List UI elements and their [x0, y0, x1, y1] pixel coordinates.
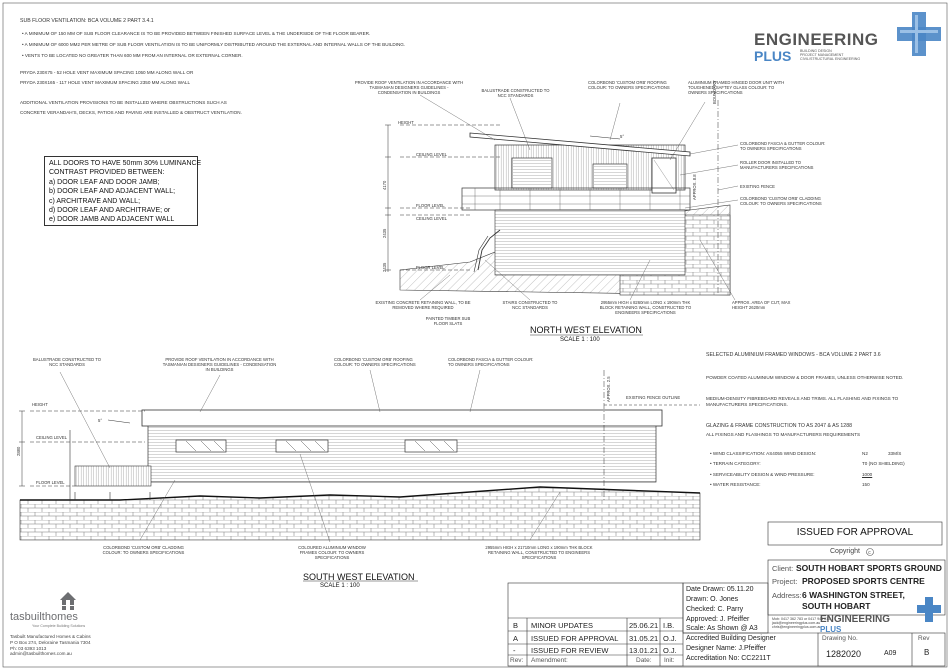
- nw-roof-pitch: 5°: [620, 134, 625, 139]
- windows-note-line-2: MEDIUM-DENSITY FIBREBOARD REVEALS AND TRIMS. ALL FLASHING AND FIXINGS TO MANUFACTURERS SPECIFICATIONS.: [706, 396, 899, 407]
- wind-spec-value-2: T0 (NO SHIELDING): [862, 461, 905, 466]
- luminance-note-text: ALL DOORS TO HAVE 50mm 30% LUMINANCE CONTRAST PROVIDED BETWEEN: a) DOOR LEAF AND DOOR JAMB; b) DOOR LEAF AND ADJACENT WALL; c) ARCHITRAVE AND WALL; d) DOOR LEAF AND ARCHITRAVE; or e) DOOR JAMB AND ADJACENT WALL: [49, 160, 202, 224]
- client-label: Client:: [772, 564, 794, 573]
- rev-row-3-init: O.J.: [663, 646, 677, 655]
- wind-spec-label-2: • TERRAIN CATEGORY:: [710, 461, 761, 466]
- accreditation-number: Accreditation No: CC2211T: [686, 655, 771, 662]
- rev-row-1-init: I.B.: [663, 621, 675, 630]
- nw-balustrade-callout: BALUSTRADE CONSTRUCTED TO NCC STANDARDS: [481, 88, 550, 98]
- nw-ceiling-level-2: CEILING LEVEL: [416, 216, 447, 221]
- rev-header-init: Init:: [664, 657, 675, 664]
- nw-approx-label: APPROX. 8.8: [692, 174, 697, 200]
- rev-row-3-rev: -: [513, 646, 516, 655]
- designer-name: Designer Name: J.Pfeiffer: [686, 645, 767, 652]
- rev-row-2-amendment: ISSUED FOR APPROVAL: [531, 634, 619, 643]
- engineering-plus-cross-logo: [897, 12, 941, 56]
- nw-height-label: HEIGHT: [398, 120, 414, 125]
- sw-height-label: HEIGHT: [32, 402, 48, 407]
- nw-subfloor: [495, 210, 685, 275]
- tasbuilt-tagline: Your Complete Building Solutions: [32, 624, 86, 628]
- sw-block-wall-callout: 2955mm HIGH x 21710mm LONG x 190mm THK BLOCK RETAINING WALL, CONSTRUCTED TO ENGINEERS SPECIFICATIONS: [485, 545, 593, 560]
- sw-ceiling-level: CEILING LEVEL: [36, 435, 67, 440]
- plus-logo-word: PLUS: [754, 48, 792, 64]
- nw-door-callout: ALUMINIUM FRAMED HINGED DOOR UNIT WITH TOUGHENED SAFTEY GLASS COLOUR: TO OWNERS SPECIFICATIONS: [688, 80, 785, 95]
- wind-spec-label-3: • SERVICEABILITY DESIGN & WIND PRESSURE:: [710, 472, 815, 477]
- tasbuilt-contact: Tasbuilt Manufactured Homes & Cabins P O Box 274, Deloraine Tasmania 7304 Ph: 03 6393 1013 admin@tasbuilthomes.com.au: [10, 634, 91, 657]
- sw-roof-vent-callout: PROVIDE ROOF VENTILATION IN ACCORDANCE WITH TASMANIAN DESIGNERS GUIDELINES - CONDENSATION IN BUILDINGS: [162, 357, 277, 372]
- sw-elevation-title: SOUTH WEST ELEVATION: [303, 572, 415, 582]
- wind-spec-value-4: 150: [862, 482, 870, 487]
- sw-windows-callout: COLOURED ALUMINIUM WINDOW FRAMES COLOUR: TO OWNERS SPECIFICATIONS: [298, 545, 366, 560]
- wind-spec-label-1: • WIND CLASSIFICATION: AS4055 WIND DESIGN:: [710, 451, 817, 456]
- additional-vent-note-2: CONCRETE VERANDAH'S, DECKS, PATIOS AND PAVING ARE INSTALLED & OBSTRUCT VENTILATION.: [20, 110, 242, 115]
- tasbuilt-house-logo: [60, 592, 76, 610]
- sw-existing-fence: EXISTING FENCE OUTLINE: [626, 395, 681, 400]
- accredited-designer: Accredited Building Designer: [686, 635, 776, 642]
- engineering-plus-cross-logo-small: [917, 597, 941, 622]
- rev-row-2-init: O.J.: [663, 634, 677, 643]
- drawn-by: Drawn: O. Jones: [686, 596, 739, 603]
- windows-note-title: SELECTED ALUMINIUM FRAMED WINDOWS - BCA VOLUME 2 PART 3.6: [706, 352, 881, 358]
- copyright-label: Copyright: [830, 548, 860, 555]
- drawing-no-label: Drawing No.: [822, 635, 858, 642]
- checked-by: Checked: C. Parry: [686, 606, 744, 613]
- approved-by: Approved: J. Pfeiffer: [686, 616, 750, 623]
- nw-dim-3: 2435: [382, 262, 387, 272]
- logo-taglines: BUILDING DESIGN PROJECT MANAGEMENT CIVIL/STRUCTURAL ENGINEERING: [800, 49, 861, 62]
- address-line-2: SOUTH HOBART: [802, 601, 871, 611]
- nw-roofing-callout: COLORBOND 'CUSTOM ORB' ROOFING COLOUR: TO OWNERS SPECIFICATIONS: [588, 80, 670, 90]
- nw-boundary-label: BOUNDARY: [712, 80, 717, 104]
- sw-fascia: [142, 410, 662, 426]
- sw-balustrade-callout: BALUSTRADE CONSTRUCTED TO NCC STANDARDS: [32, 357, 102, 367]
- project-label: Project:: [772, 577, 798, 586]
- address-line-1: 6 WASHINGTON STREET,: [802, 590, 905, 600]
- date-drawn: Date Drawn: 05.11.20: [686, 586, 754, 593]
- wind-spec-label-4: • WATER RESISTANCE:: [710, 482, 761, 487]
- drawing-no: 1282020: [826, 649, 862, 659]
- sw-floor-level: FLOOR LEVEL: [36, 480, 65, 485]
- nw-cladding-callout: COLORBOND 'CUSTOM ORB' CLADDING COLOUR: TO OWNERS SPECIFICATIONS: [740, 196, 822, 206]
- glazing-subtitle: ALL FIXINGS AND FLASHINGS TO MANUFACTURERS REQUIREMENTS: [706, 432, 861, 437]
- issued-for-approval-stamp: ISSUED FOR APPROVAL: [796, 527, 914, 538]
- engineering-logo-small: ENGINEERING: [820, 614, 891, 625]
- nw-block-wall-callout: 2955mm HIGH x 8260mm LONG x 190mm THK BLOCK RETAINING WALL, CONSTRUCTED TO ENGINEERS SPECIFICATIONS: [599, 300, 692, 315]
- luminance-note-box: [44, 156, 202, 226]
- nw-floor-level-2: FLOOR LEVEL: [416, 265, 445, 270]
- pryda-note-1: PRYDA 230X75 - 52 HOLE VENT MAXIMUM SPACING 1050 MM ALONG WALL OR: [20, 70, 194, 75]
- windows-note-line-1: POWDER COATED ALUMINIUM WINDOW & DOOR FRAMES, UNLESS OTHERWISE NOTED.: [706, 375, 904, 380]
- subfloor-note-2: • A MINIMUM OF 6000 MM2 PER METRE OF SUB FLOOR VENTILATION IS TO BE UNIFORMLY DISTRIBUTED AROUND THE EXTERNAL AND INTERNAL WALLS OF THE BUILDING.: [22, 42, 406, 47]
- nw-retaining-callout: EXISTING CONCRETE RETAINING WALL, TO BE REMOVED WHERE REQUIRED: [375, 300, 471, 310]
- subfloor-note-3: • VENTS TO BE LOCATED NO GREATER THAN 600 MM FROM AN INTERNAL OR EXTERNAL CORNER.: [22, 53, 243, 58]
- plus-logo-small: PLUS: [820, 625, 842, 634]
- sw-fascia-callout: COLORBOND FASCIA & GUTTER COLOUR: TO OWNERS SPECIFICATIONS: [448, 357, 534, 367]
- nw-timber-callout: PAINTED TIMBER SUB FLOOR SLATS: [425, 316, 471, 326]
- sw-dim-1: 2880: [16, 446, 21, 456]
- nw-cut-callout: APPROX. AREA OF CUT, MAX HEIGHT 2620mm: [732, 300, 791, 310]
- drawing-scale: Scale: As Shown @ A3: [686, 625, 758, 632]
- wind-spec-value-1: N2: [862, 451, 868, 456]
- sw-building-wall: [148, 425, 656, 482]
- rev-row-1-amendment: MINOR UPDATES: [531, 621, 593, 630]
- sw-elevation-scale: SCALE 1 : 100: [320, 583, 360, 589]
- rev-header-rev: Rev:: [510, 657, 524, 664]
- nw-stairs-callout: STAIRS CONSTRUCTED TO NCC STANDARDS: [502, 300, 558, 310]
- rev-row-3-date: 13.01.21: [629, 646, 659, 655]
- nw-roof-vent-callout: PROVIDE ROOF VENTILATION IN ACCORDANCE WITH TASMANIAN DESIGNERS GUIDELINES - CONDENSATION IN BUILDINGS: [354, 80, 464, 95]
- project-value: PROPOSED SPORTS CENTRE: [802, 576, 925, 586]
- subfloor-vent-title: SUB FLOOR VENTILATION: BCA VOLUME 2 PART 3.4.1: [20, 18, 154, 24]
- rev-header-amendment: Amendment:: [531, 657, 568, 664]
- sw-window-1: [176, 440, 226, 452]
- engineering-logo-word: ENGINEERING: [754, 30, 879, 49]
- contact-details: Mob: 0417 362 783 or 0417 946 613 jack@engineeringplus.com.au chris@engineeringplus.com.au: [772, 617, 831, 630]
- rev-label: Rev: [918, 635, 930, 642]
- nw-elevation-title: NORTH WEST ELEVATION: [530, 325, 642, 335]
- tasbuilt-name: tasbuilthomes: [10, 611, 78, 623]
- address-label: Address:: [772, 591, 802, 600]
- rev-row-1-rev: B: [513, 621, 519, 630]
- nw-fascia-callout: COLORBOND FASCIA & GUTTER COLOUR: TO OWNERS SPECIFICATIONS: [740, 141, 826, 151]
- sheet-number: A09: [884, 650, 897, 657]
- nw-roller-callout: ROLLER DOOR INSTALLED TO MANUFACTURERS SPECIFICATIONS: [740, 160, 814, 170]
- sw-roofing-callout: COLORBOND 'CUSTOM ORB' ROOFING COLOUR: TO OWNERS SPECIFICATIONS: [334, 357, 416, 367]
- svg-text:c: c: [868, 550, 871, 557]
- additional-vent-note-1: ADDITIONAL VENTILATION PROVISIONS TO BE INSTALLED WHERE OBSTRUCTIONS SUCH AS: [20, 100, 227, 105]
- subfloor-note-1: • A MINIMUM OF 150 MM OF SUB FLOOR CLEARANCE IS TO BE PROVIDED BETWEEN FINISHED SURFACE LEVEL & THE UNDERSIDE OF THE FLOOR BEARER.: [22, 31, 371, 36]
- sw-balustrade: [75, 466, 151, 486]
- nw-elevation-scale: SCALE 1 : 100: [560, 337, 600, 343]
- wind-spec-value-1b: 33M/S: [888, 451, 902, 456]
- nw-ceiling-level-1: CEILING LEVEL: [416, 152, 447, 157]
- nw-dim-1: 4170: [382, 180, 387, 190]
- glazing-title: GLAZING & FRAME CONSTRUCTION TO AS 2047 & AS 1288: [706, 423, 852, 429]
- sw-ground: [20, 487, 700, 540]
- nw-floor-level-1: FLOOR LEVEL: [416, 203, 445, 208]
- nw-fence-callout: EXISTING FENCE: [740, 184, 775, 189]
- rev-value: B: [924, 648, 930, 657]
- nw-dim-2: 2435: [382, 228, 387, 238]
- rev-row-2-date: 31.05.21: [629, 634, 659, 643]
- sw-cladding-callout: COLORBOND 'CUSTOM ORB' CLADDING COLOUR: TO OWNERS SPECIFICATIONS: [102, 545, 185, 555]
- rev-row-2-rev: A: [513, 634, 519, 643]
- wind-spec-value-3: 1000: [862, 472, 873, 477]
- client-value: SOUTH HOBART SPORTS GROUND: [796, 563, 942, 573]
- rev-header-date: Date:: [636, 657, 652, 664]
- pryda-note-2: PRYDA 230X165 - 117 HOLE VENT MAXIMUM SPACING 2350 MM ALONG WALL: [20, 80, 191, 85]
- sw-roof-pitch: 5°: [98, 418, 103, 423]
- rev-row-3-amendment: ISSUED FOR REVIEW: [531, 646, 609, 655]
- sw-approx-label: APPROX. 2.5: [606, 376, 611, 402]
- rev-row-1-date: 25.06.21: [629, 621, 659, 630]
